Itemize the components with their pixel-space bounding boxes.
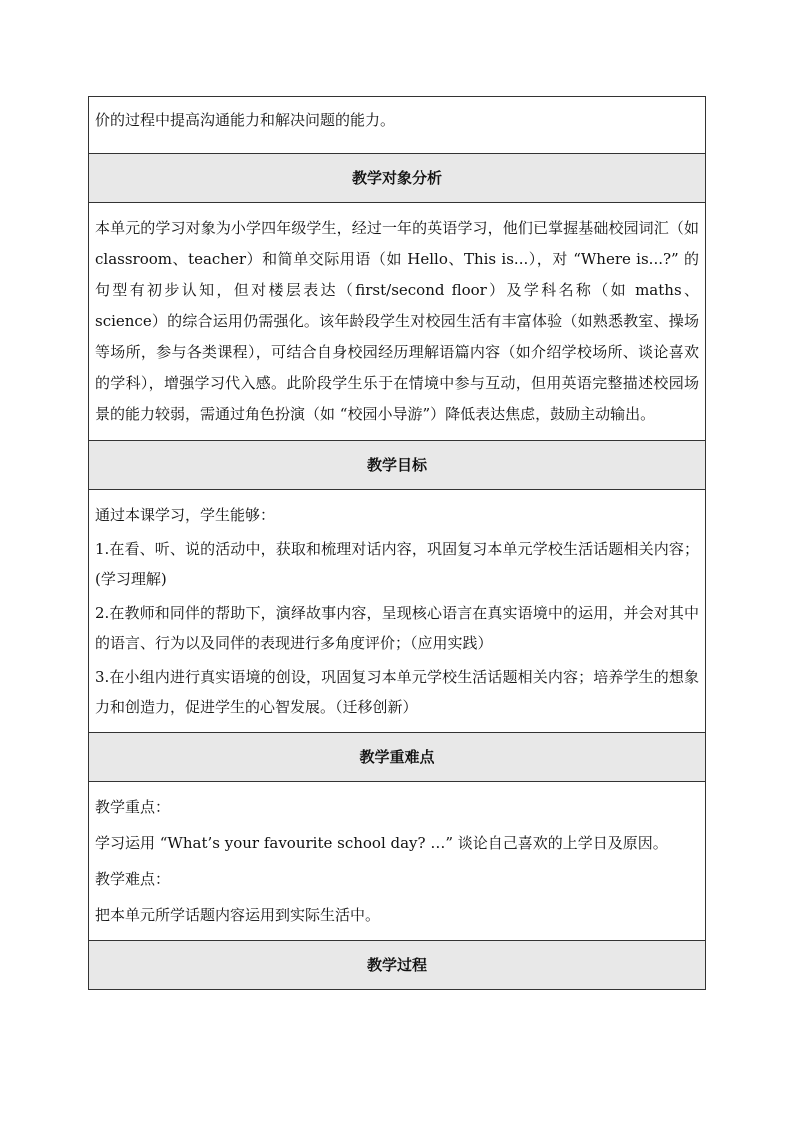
key-points-row [89,782,706,941]
goals-title: 教学目标 [89,441,706,490]
analysis-title: 教学对象分析 [89,154,706,203]
analysis-cell [89,203,706,441]
goal-item-1: 1.在看、听、说的活动中，获取和梳理对话内容，巩固复习本单元学校生活话题相关内容；(学习理解) [95,540,699,588]
goals-lead: 通过本课学习，学生能够： [95,506,276,524]
key-points-header-row [89,733,706,782]
goals-cell [89,490,706,733]
difficulty-label: 教学难点： [95,870,171,888]
intro-row [89,97,706,154]
analysis-row [89,203,706,441]
process-title: 教学过程 [89,941,706,990]
process-header-row [89,941,706,990]
focus-label: 教学重点： [95,798,171,816]
analysis-header-row [89,154,706,203]
goal-item-3: 3.在小组内进行真实语境的创设，巩固复习本单元学校生活话题相关内容；培养学生的想象力和创造力，促进学生的心智发展。（迁移创新） [95,668,699,716]
analysis-body: 本单元的学习对象为小学四年级学生，经过一年的英语学习，他们已掌握基础校园词汇（如 classroom、teacher）和简单交际用语（如 Hello、This is...），对 “Where is...?” 的句型有初步认知，但对楼层表达（first/second floor）及学科名称（如 maths、science）的综合运用仍需强化。该年龄段学生对校园生活有丰富体验（如熟悉教室、操场等场所，参与各类课程），可结合自身校园经历理解语篇内容（如介绍学校场所、谈论喜欢的学科），增强学习代入感。此阶段学生乐于在情境中参与互动，但用英语完整描述校园场景的能力较弱，需通过角色扮演（如 “校园小导游”）降低表达焦虑，鼓励主动输出。 [95,219,699,423]
key-points-cell [89,782,706,941]
goal-item-2: 2.在教师和同伴的帮助下，演绎故事内容，呈现核心语言在真实语境中的运用，并会对其中的语言、行为以及同伴的表现进行多角度评价；（应用实践） [95,604,699,652]
intro-text: 价的过程中提高沟通能力和解决问题的能力。 [95,111,396,129]
goals-header-row [89,441,706,490]
intro-cell [89,97,706,154]
difficulty-text: 把本单元所学话题内容运用到实际生活中。 [95,906,381,924]
lesson-plan-table [88,96,706,990]
goals-row [89,490,706,733]
key-points-title: 教学重难点 [89,733,706,782]
focus-text: 学习运用 “What’s your favourite school day? …” 谈论自己喜欢的上学日及原因。 [95,834,668,852]
